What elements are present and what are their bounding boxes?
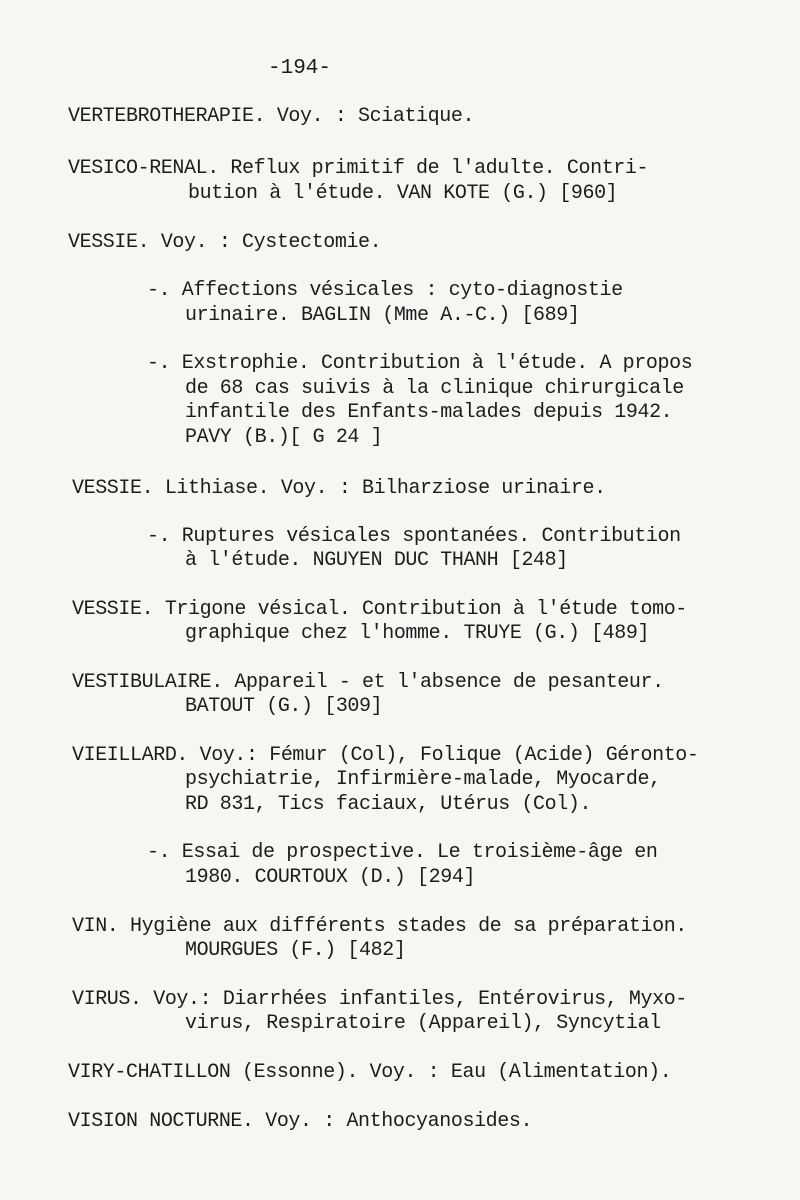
index-entry-vin: VIN. Hygiène aux différents stades de sa préparation.: [72, 915, 687, 938]
subentry-affections-vesicales: -. Affections vésicales : cyto-diagnostie: [147, 279, 623, 302]
index-entry-vieillard-cont-1: psychiatrie, Infirmière-malade, Myocarde,: [185, 768, 661, 791]
index-entry-vesico-renal: VESICO-RENAL. Reflux primitif de l'adulte. Contri-: [68, 157, 649, 180]
subentry-exstrophie-cont-2: infantile des Enfants-malades depuis 1942.: [185, 401, 673, 424]
index-entry-virus-cont: virus, Respiratoire (Appareil), Syncytial: [185, 1012, 661, 1035]
subentry-essai-de-prospective: -. Essai de prospective. Le troisième-âge en: [147, 841, 658, 864]
index-entry-vessie-lithiase: VESSIE. Lithiase. Voy. : Bilharziose urinaire.: [72, 477, 606, 500]
index-entry-vieillard: VIEILLARD. Voy.: Fémur (Col), Folique (Acide) Géronto-: [72, 744, 699, 767]
index-entry-vessie: VESSIE. Voy. : Cystectomie.: [68, 231, 382, 254]
index-entry-vessie-trigone-cont: graphique chez l'homme. TRUYE (G.) [489]: [185, 622, 650, 645]
index-entry-vin-cont: MOURGUES (F.) [482]: [185, 939, 406, 962]
subentry-exstrophie-cont-1: de 68 cas suivis à la clinique chirurgicale: [185, 377, 684, 400]
index-entry-vestibulaire-cont: BATOUT (G.) [309]: [185, 695, 383, 718]
page-number: -194-: [268, 57, 332, 80]
index-entry-vessie-trigone: VESSIE. Trigone vésical. Contribution à l'étude tomo-: [72, 598, 687, 621]
subentry-exstrophie-cont-3: PAVY (B.)[ G 24 ]: [185, 426, 383, 449]
subentry-essai-de-prospective-cont: 1980. COURTOUX (D.) [294]: [185, 866, 476, 889]
index-entry-vision-nocturne: VISION NOCTURNE. Voy. : Anthocyanosides.: [68, 1110, 533, 1133]
subentry-ruptures-vesicales: -. Ruptures vésicales spontanées. Contribution: [147, 525, 681, 548]
index-entry-viry-chatillon: VIRY-CHATILLON (Essonne). Voy. : Eau (Alimentation).: [68, 1061, 672, 1084]
subentry-exstrophie: -. Exstrophie. Contribution à l'étude. A propos: [147, 352, 693, 375]
subentry-ruptures-vesicales-cont: à l'étude. NGUYEN DUC THANH [248]: [185, 549, 568, 572]
index-entry-vieillard-cont-2: RD 831, Tics faciaux, Utérus (Col).: [185, 793, 592, 816]
index-entry-vertebrotherapie: VERTEBROTHERAPIE. Voy. : Sciatique.: [68, 105, 475, 128]
index-entry-virus: VIRUS. Voy.: Diarrhées infantiles, Entérovirus, Myxo-: [72, 988, 687, 1011]
index-entry-vestibulaire: VESTIBULAIRE. Appareil - et l'absence de pesanteur.: [72, 671, 664, 694]
subentry-affections-vesicales-cont: urinaire. BAGLIN (Mme A.-C.) [689]: [185, 304, 580, 327]
index-entry-vesico-renal-cont: bution à l'étude. VAN KOTE (G.) [960]: [188, 182, 618, 205]
